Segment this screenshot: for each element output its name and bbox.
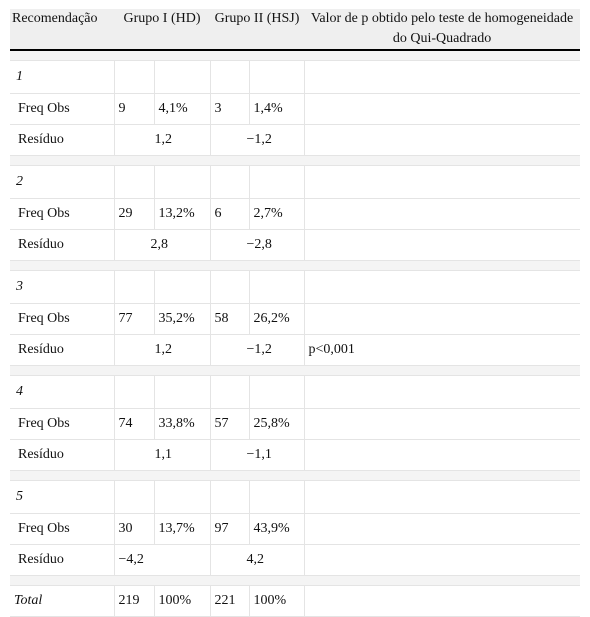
g1-count: 74: [114, 409, 154, 440]
row-label: Freq Obs: [10, 514, 114, 545]
spacer-row: [10, 261, 580, 271]
total-row: [10, 586, 580, 617]
spacer-row: [10, 471, 580, 481]
g2-percent: 43,9%: [249, 514, 304, 545]
g2-percent: 2,7%: [249, 199, 304, 230]
spacer-row: [10, 576, 580, 586]
g2-residual: −1,2: [210, 125, 304, 156]
g1-count: 29: [114, 199, 154, 230]
freq-row: [10, 199, 580, 230]
g2-count: 3: [210, 94, 249, 125]
freq-row: [10, 514, 580, 545]
row-label: Freq Obs: [10, 94, 114, 125]
group-header-row: [10, 376, 580, 409]
row-label: Freq Obs: [10, 304, 114, 335]
g2-residual: −1,2: [210, 335, 304, 366]
total-g2-count: 221: [210, 586, 249, 617]
g2-residual: −1,1: [210, 440, 304, 471]
group-header-row: [10, 481, 580, 514]
g2-percent: 1,4%: [249, 94, 304, 125]
group-label: 5: [10, 481, 114, 514]
g1-percent: 13,2%: [154, 199, 210, 230]
residual-row: [10, 545, 580, 576]
g1-percent: 33,8%: [154, 409, 210, 440]
freq-row: [10, 304, 580, 335]
row-label: Resíduo: [10, 230, 114, 261]
row-label: Resíduo: [10, 440, 114, 471]
spacer-row: [10, 156, 580, 166]
row-label: Resíduo: [10, 125, 114, 156]
header-row: [10, 9, 580, 50]
total-g1-percent: 100%: [154, 586, 210, 617]
group-header-row: [10, 166, 580, 199]
g1-residual: 1,2: [114, 335, 210, 366]
g2-count: 97: [210, 514, 249, 545]
freq-row: [10, 409, 580, 440]
g2-count: 6: [210, 199, 249, 230]
g1-count: 9: [114, 94, 154, 125]
g2-residual: −2,8: [210, 230, 304, 261]
spacer-row: [10, 50, 580, 61]
total-g2-percent: 100%: [249, 586, 304, 617]
row-label: Freq Obs: [10, 409, 114, 440]
group-header-row: [10, 271, 580, 304]
g1-percent: 4,1%: [154, 94, 210, 125]
g2-residual: 4,2: [210, 545, 304, 576]
g1-residual: 2,8: [114, 230, 210, 261]
residual-row: [10, 335, 580, 366]
results-table: [10, 9, 580, 617]
freq-row: [10, 94, 580, 125]
group-header-row: [10, 61, 580, 94]
header-p-valor: Valor de p obtido pelo teste de homogeneidade do Qui-Quadrado: [304, 9, 580, 50]
group-label: 1: [10, 61, 114, 94]
spacer-row: [10, 366, 580, 376]
g1-residual: −4,2: [114, 545, 210, 576]
residual-row: [10, 230, 580, 261]
g1-residual: 1,2: [114, 125, 210, 156]
residual-row: [10, 125, 580, 156]
residual-row: [10, 440, 580, 471]
row-label: Resíduo: [10, 335, 114, 366]
g2-count: 57: [210, 409, 249, 440]
g2-percent: 25,8%: [249, 409, 304, 440]
header-grupo-2: Grupo II (HSJ): [210, 9, 304, 50]
g1-percent: 35,2%: [154, 304, 210, 335]
row-label: Freq Obs: [10, 199, 114, 230]
header-grupo-1: Grupo I (HD): [114, 9, 210, 50]
g1-count: 30: [114, 514, 154, 545]
g2-percent: 26,2%: [249, 304, 304, 335]
g1-percent: 13,7%: [154, 514, 210, 545]
total-g1-count: 219: [114, 586, 154, 617]
p-value: p<0,001: [304, 335, 580, 366]
total-label: Total: [10, 586, 114, 617]
header-recomendacao: Recomendação: [10, 9, 114, 50]
g1-residual: 1,1: [114, 440, 210, 471]
g2-count: 58: [210, 304, 249, 335]
g1-count: 77: [114, 304, 154, 335]
group-label: 4: [10, 376, 114, 409]
group-label: 3: [10, 271, 114, 304]
group-label: 2: [10, 166, 114, 199]
row-label: Resíduo: [10, 545, 114, 576]
